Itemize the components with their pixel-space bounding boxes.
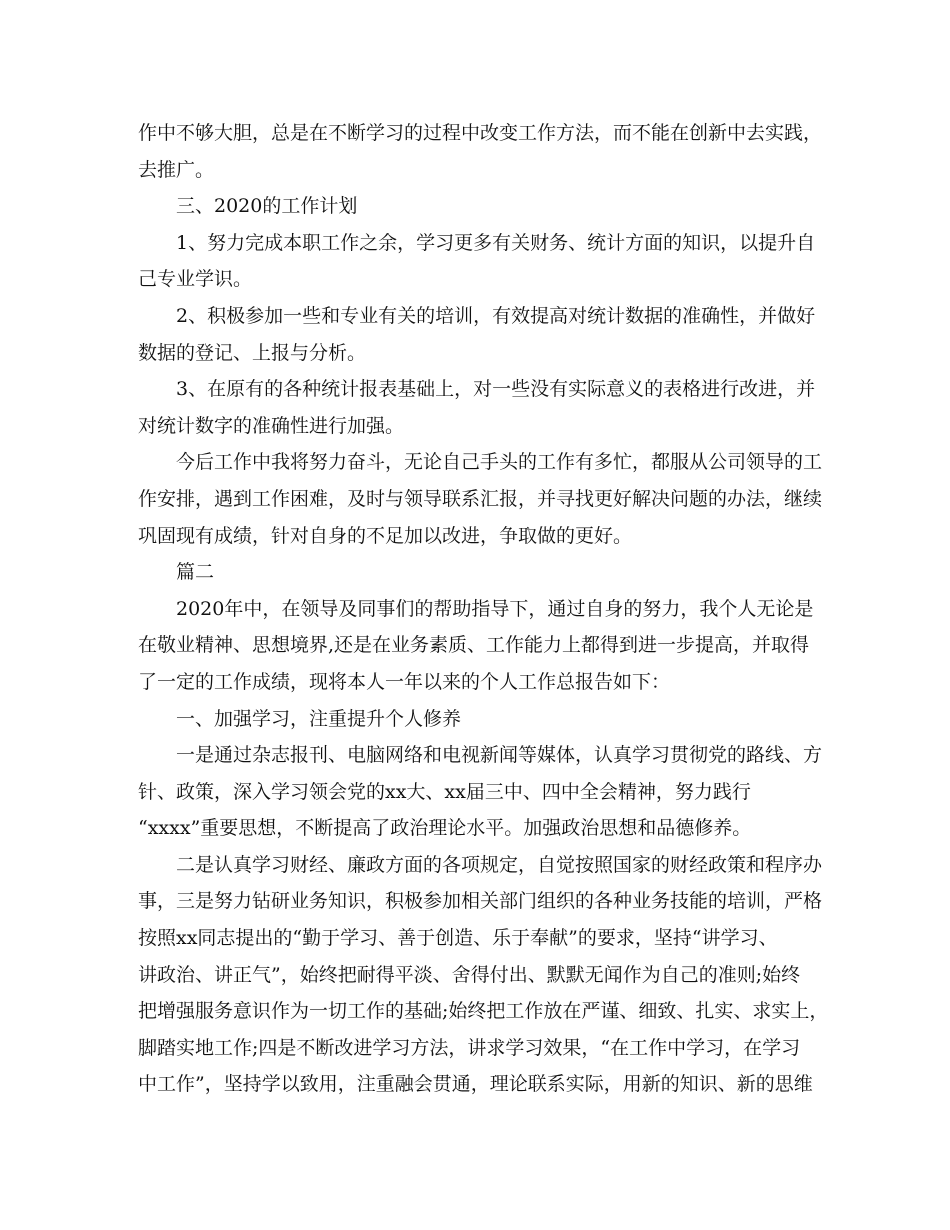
document-body <box>138 115 829 1103</box>
text-line: 己专业学识。 <box>138 268 253 291</box>
text-line: 在敬业精神、思想境界,还是在业务素质、工作能力上都得到进一步提高，并取得 <box>138 634 810 657</box>
text-line: 讲政治、讲正气”，始终把耐得平淡、舍得付出、默默无闻作为自己的准则;始终 <box>138 963 801 986</box>
text-line: 把增强服务意识作为一切工作的基础;始终把工作放在严谨、细致、扎实、求实上， <box>138 1000 829 1023</box>
text-line: “xxxx”重要思想，不断提高了政治理论水平。加强政治思想和品德修养。 <box>138 817 752 840</box>
text-line: 对统计数字的准确性进行加强。 <box>138 414 405 437</box>
text-line: 去推广。 <box>138 158 215 181</box>
text-line: 了一定的工作成绩，现将本人一年以来的个人工作总报告如下： <box>138 670 671 693</box>
text-line: 二是认真学习财经、廉政方面的各项规定，自觉按照国家的财经政策和程序办 <box>176 853 823 876</box>
text-line: 篇二 <box>176 561 215 584</box>
text-line: 巩固现有成绩，针对自身的不足加以改进，争取做的更好。 <box>138 524 633 547</box>
text-line: 针、政策，深入学习领会党的xx大、xx届三中、四中全会精神，努力践行 <box>138 780 751 803</box>
text-line: 中工作”，坚持学以致用，注重融会贯通，理论联系实际，用新的知识、新的思维 <box>138 1073 813 1096</box>
text-line: 三、2020的工作计划 <box>176 195 358 218</box>
text-line: 作安排，遇到工作困难，及时与领导联系汇报，并寻找更好解决问题的办法，继续 <box>138 487 823 510</box>
text-line: 一、加强学习，注重提升个人修养 <box>176 707 462 730</box>
text-line: 2020年中，在领导及同事们的帮助指导下，通过自身的努力，我个人无论是 <box>176 597 814 620</box>
text-line: 1、努力完成本职工作之余，学习更多有关财务、统计方面的知识，以提升自 <box>176 231 816 254</box>
text-line: 一是通过杂志报刊、电脑网络和电视新闻等媒体，认真学习贯彻党的路线、方 <box>176 744 823 767</box>
text-line: 数据的登记、上报与分析。 <box>138 341 367 364</box>
text-line: 按照xx同志提出的“勤于学习、善于创造、乐于奉献”的要求，坚持“讲学习、 <box>138 927 778 950</box>
text-line: 事，三是努力钻研业务知识，积极参加相关部门组织的各种业务技能的培训，严格 <box>138 890 823 913</box>
text-line: 今后工作中我将努力奋斗，无论自己手头的工作有多忙，都服从公司领导的工 <box>176 451 823 474</box>
text-line: 2、积极参加一些和专业有关的培训，有效提高对统计数据的准确性，并做好 <box>176 304 816 327</box>
text-line: 3、在原有的各种统计报表基础上，对一些没有实际意义的表格进行改进，并 <box>176 378 816 401</box>
text-line: 作中不够大胆，总是在不断学习的过程中改变工作方法，而不能在创新中去实践， <box>138 122 823 144</box>
text-line: 脚踏实地工作;四是不断改进学习方法，讲求学习效果，“在工作中学习，在学习 <box>138 1036 801 1059</box>
